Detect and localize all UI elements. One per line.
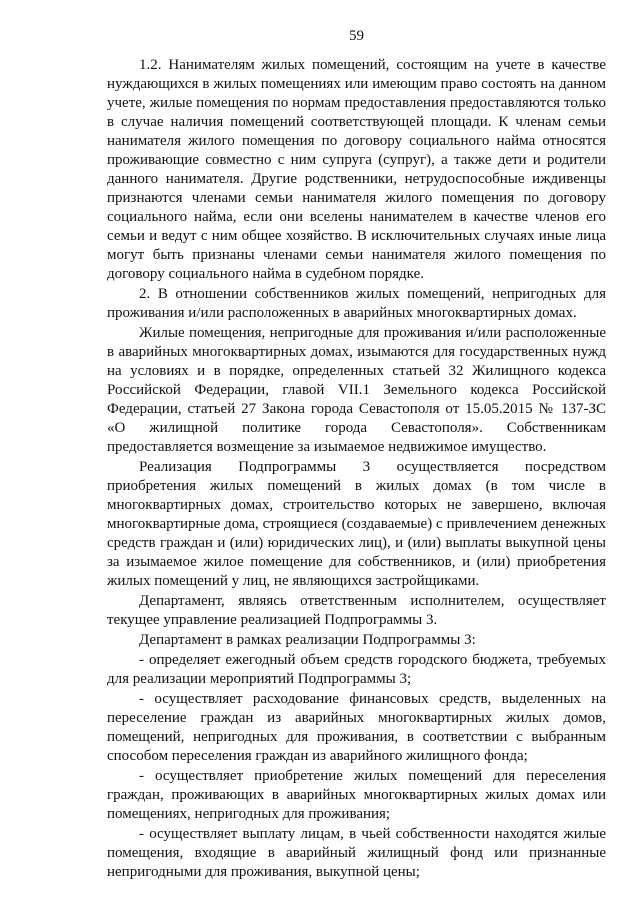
paragraph-department-role: Департамент, являясь ответственным исполнителем, осуществляет текущее управление реализацией Подпрограммы 3. [107, 593, 606, 628]
paragraph-1-2: 1.2. Нанимателям жилых помещений, состоящим на учете в качестве нуждающихся в жилых помещениях или имеющим право состоять на данном учете, жилые помещения по нормам предоставления предоставляются только в случае наличия помещений соответствующей площади. К членам семьи нанимателя жилого помещения по договору социального найма относятся проживающие совместно с ним супруга (супруг), а также дети и родители данного нанимателя. Другие родственники, нетрудоспособные иждивенцы признаются членами семьи нанимателя жилого помещения по договору социального найма, если они вселены нанимателем в качестве членов его семьи и ведут с ним общее хозяйство. В исключительных случаях иные лица могут быть признаны членами семьи нанимателя жилого помещения по договору социального найма в судебном порядке. [107, 57, 606, 282]
list-item-budget: - определяет ежегодный объем средств городского бюджета, требуемых для реализации мероприятий Подпрограммы 3; [107, 652, 606, 687]
list-item-acquisition: - осуществляет приобретение жилых помещений для переселения граждан, проживающих в аварийных многоквартирных жилых домах или помещениях, непригодных для проживания; [107, 768, 606, 822]
document-body [107, 56, 606, 882]
list-item-payment: - осуществляет выплату лицам, в чьей собственности находятся жилые помещения, входящие в аварийный жилищный фонд или признанные непригодными для проживания, выкупной цены; [107, 826, 606, 880]
paragraph-2: 2. В отношении собственников жилых помещений, непригодных для проживания и/или расположенных в аварийных многоквартирных домах. [107, 286, 606, 321]
paragraph-department-duties-intro: Департамент в рамках реализации Подпрограммы 3: [139, 632, 476, 648]
paragraph-property-seizure: Жилые помещения, непригодные для проживания и/или расположенные в аварийных многоквартирных домах, изымаются для государственных нужд на условиях и в порядке, определенных статьей 32 Жилищного кодекса Российской Федерации, главой VII.1 Земельного кодекса Российской Федерации, статьей 27 Закона города Севастополя от 15.05.2015 № 137-ЗС «О жилищной политике города Севастополя». Собственникам предоставляется возмещение за изымаемое недвижимое имущество. [107, 325, 606, 455]
page-number: 59 [349, 28, 364, 44]
paragraph-implementation: Реализация Подпрограммы 3 осуществляется посредством приобретения жилых помещений в жилых домах (в том числе в многоквартирных домах, строительство которых не завершено, включая многоквартирные дома, строящиеся (создаваемые) с привлечением денежных средств граждан и (или) юридических лиц), и (или) выплаты выкупной цены за изымаемое жилое помещение для собственников, и (или) приобретения жилых помещений у лиц, не являющихся застройщиками. [107, 459, 606, 589]
list-item-spending: - осуществляет расходование финансовых средств, выделенных на переселение граждан из аварийных многоквартирных жилых домов, помещений, непригодных для проживания, в соответствии с выбранным способом переселения граждан из аварийного жилищного фонда; [107, 691, 606, 764]
